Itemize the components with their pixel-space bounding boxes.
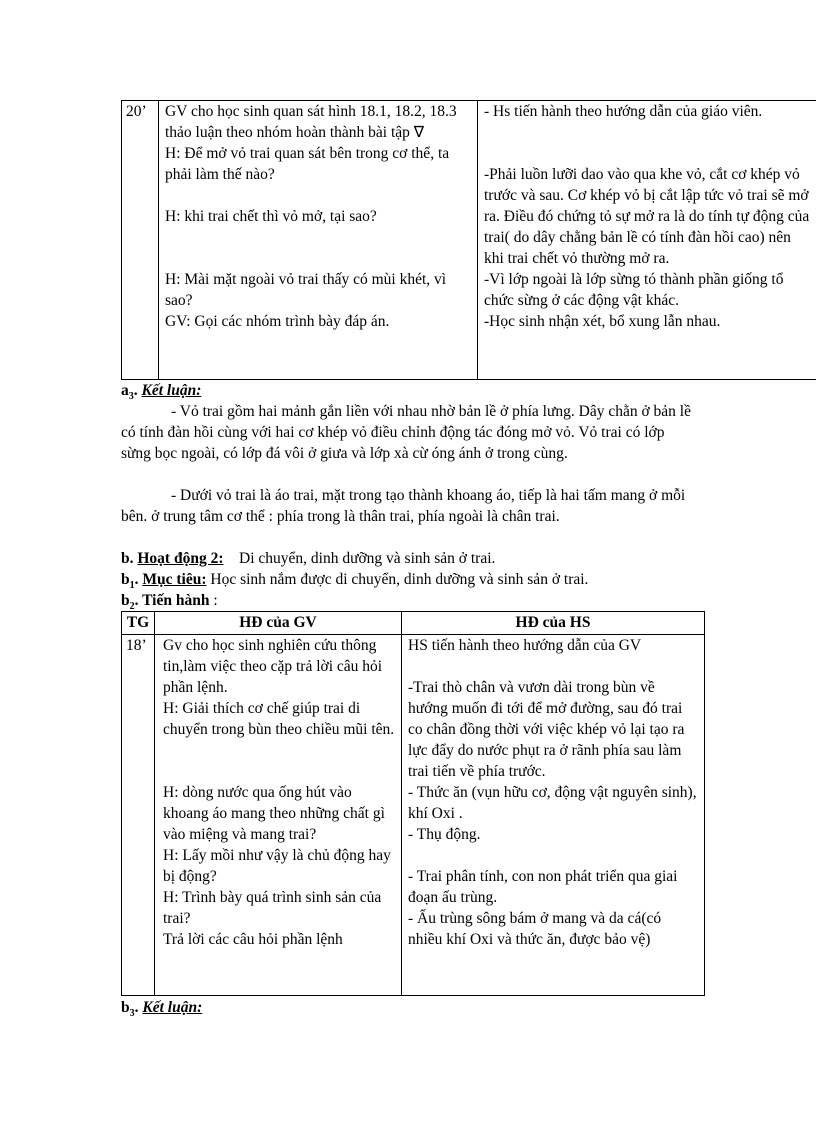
conclusion-title: Kết luận: <box>141 382 202 399</box>
table-row <box>122 635 705 996</box>
gv-line: H: dòng nước qua ống hút vào khoang áo mang theo những chất gì vào miệng và mang trai? <box>163 784 385 843</box>
student-activity-cell <box>478 101 816 380</box>
procedure-title: . Tiến hành <box>134 592 210 609</box>
label-subscript: 1 <box>129 580 135 592</box>
gv-line: GV cho học sinh quan sát hình 18.1, 18.2, 18.3 thảo luận theo nhóm hoàn thành bài tập ∇ <box>165 103 457 141</box>
objective-title: Mục tiêu: <box>142 571 207 588</box>
conclusion-heading-a3: $a_3$. Kết luận: <box>121 382 202 403</box>
hs-line: - Hs tiến hành theo hướng dẫn của giáo viên. <box>484 103 763 120</box>
hs-line: -Trai thò chân và vươn dài trong bùn về hướng muốn đi tới để mở đường, sau đó trai co chân đồng thời với việc khép vỏ lại tạo ra lực đẩy do nước phụt ra ở rãnh phía sau làm trai tiến về phía trước. <box>408 679 685 780</box>
label-letter: b <box>121 571 130 588</box>
table-row <box>122 101 816 380</box>
table-header-row <box>122 612 705 635</box>
hs-line: - Thụ động. <box>408 826 481 843</box>
gv-line: H: Trình bày quá trình sinh sản của trai? <box>163 889 382 927</box>
teacher-activity-cell <box>155 635 402 996</box>
activity-2-heading <box>121 548 691 569</box>
hs-line: -Vì lớp ngoài là lớp sừng tó thành phần giống tổ chức sừng ở các động vật khác. <box>484 271 784 309</box>
conclusion-paragraph-2: - Dưới vỏ trai là áo trai, mặt trong tạo thành khoang áo, tiếp là hai tấm mang ở mỗi bên. ở trung tâm cơ thể : phía trong là thân trai, phía ngoài là chân trai. <box>121 487 686 525</box>
student-activity-cell <box>402 635 705 996</box>
gv-line: H: Để mở vỏ trai quan sát bên trong cơ thể, ta phải làm thế nào? <box>165 145 450 183</box>
time-value: 18’ <box>126 637 147 654</box>
objective-text: Học sinh nắm được di chuyển, dinh dưỡng và sinh sản ở trai. <box>210 571 589 588</box>
conclusion-title: Kết luận: <box>142 999 203 1016</box>
time-value: 20’ <box>126 103 147 120</box>
label-letter: b. <box>121 550 134 567</box>
label-dot: . <box>134 999 139 1016</box>
procedure-heading <box>121 590 691 611</box>
header-tg: TG <box>122 612 155 635</box>
header-gv: HĐ của GV <box>155 612 402 635</box>
time-cell <box>122 101 159 380</box>
gv-line: H: khi trai chết thì vỏ mở, tại sao? <box>165 208 377 225</box>
hs-line: -Học sinh nhận xét, bổ xung lẫn nhau. <box>484 313 721 330</box>
label-dot: . <box>134 571 139 588</box>
activity-text: Di chuyển, dinh dưỡng và sinh sản ở trai. <box>239 550 496 567</box>
hs-line: - Trai phân tính, con non phát triển qua giai đoạn ấu trùng. <box>408 868 678 906</box>
hs-line: - Ấu trùng sông bám ở mang và da cá(có nhiều khí Oxi và thức ăn, được bảo vệ) <box>408 910 662 948</box>
conclusion-heading-b3 <box>121 997 691 1018</box>
label-letter: b <box>121 999 130 1016</box>
label-subscript: 3 <box>129 1008 135 1020</box>
hs-line: HS tiến hành theo hướng dẫn của GV <box>408 637 642 654</box>
time-cell <box>122 635 155 996</box>
activity-table-2 <box>121 611 705 996</box>
header-hs: HĐ của HS <box>402 612 705 635</box>
gv-line: Trả lời các câu hỏi phần lệnh <box>163 931 343 948</box>
gv-line: GV: Gọi các nhóm trình bày đáp án. <box>165 313 390 330</box>
gv-line: H: Giải thích cơ chế giúp trai di chuyển trong bùn theo chiều mũi tên. <box>163 700 395 738</box>
hs-line: - Thức ăn (vụn hữu cơ, động vật nguyên sinh), khí Oxi . <box>408 784 697 822</box>
teacher-activity-cell <box>159 101 478 380</box>
label-subscript: 2 <box>129 601 135 613</box>
label-letter: a <box>121 382 129 399</box>
hs-line: -Phải luồn lưỡi dao vào qua khe vỏ, cắt cơ khép vỏ trước và sau. Cơ khép vỏ bị cắt lập tức vỏ trai sẽ mở ra. Điều đó chứng tỏ sự mở ra là do tính tự động của trai( do dây chằng bản lề có tính đàn hồi cao) nên khi trai chết vỏ thường mở ra. <box>484 166 810 267</box>
activity-title: Hoạt động 2: <box>137 550 224 567</box>
activity-table-1 <box>121 100 816 380</box>
objective-heading <box>121 569 721 590</box>
gv-line: Gv cho học sinh nghiên cứu thông tin,làm việc theo cặp trả lời câu hỏi phần lệnh. <box>163 637 383 696</box>
gv-line: H: Mài mặt ngoài vỏ trai thấy có mùi khét, vì sao? <box>165 271 447 309</box>
label-letter: b <box>121 592 130 609</box>
label-subscript: 3 <box>128 391 134 403</box>
procedure-colon: : <box>209 592 218 609</box>
conclusion-paragraph-1: - Vỏ trai gồm hai mảnh gắn liền với nhau nhờ bản lề ở phía lưng. Dây chằn ở bản lề có tính đàn hồi cùng với hai cơ khép vỏ điều chỉnh động tác đóng mở vỏ. Vỏ trai có lớp sừng bọc ngoài, có lớp đá vôi ở giưa và lớp xà cừ óng ánh ở trong cùng. <box>121 403 691 462</box>
gv-line: H: Lấy mồi như vậy là chủ động hay bị động? <box>163 847 391 885</box>
